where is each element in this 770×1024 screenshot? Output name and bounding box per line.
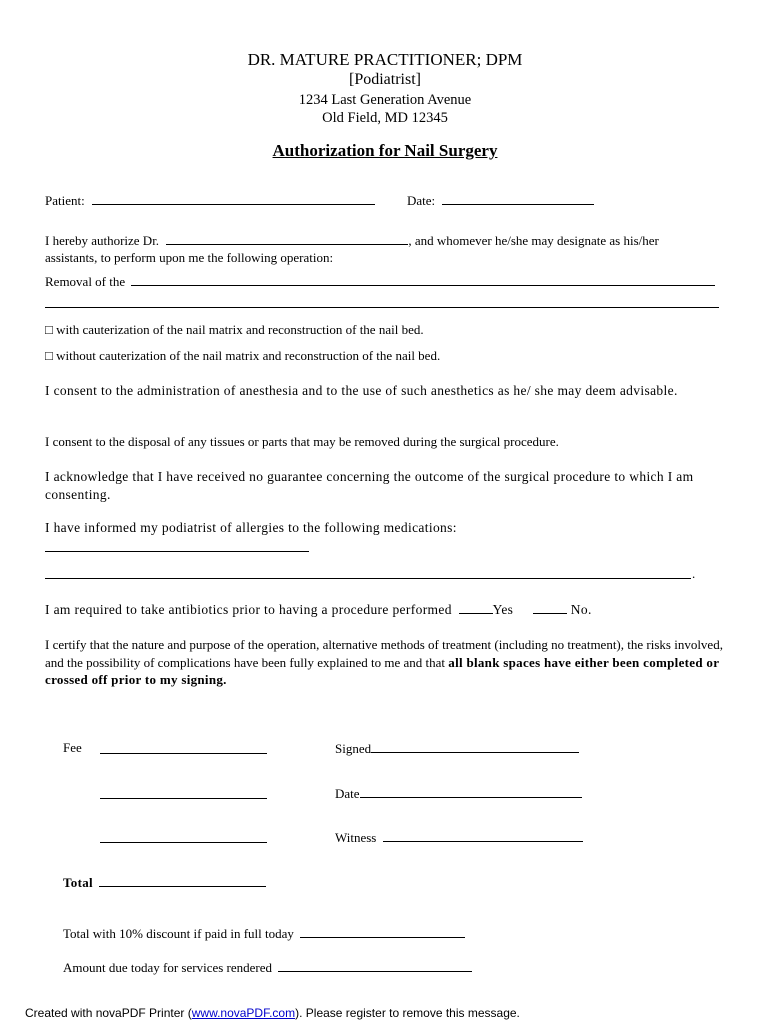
- fee-label: Fee: [63, 740, 82, 755]
- option-with-cauterization[interactable]: [45, 322, 424, 338]
- disposal-consent: I consent to the disposal of any tissues or parts that may be removed during the surgical procedure.: [45, 434, 559, 449]
- doctor-name-line[interactable]: [166, 232, 408, 245]
- certify-plain: I certify that the nature and purpose of the operation, alternative methods of treatment (including no treatment), the risks involved, and the possibility of complications have been fully explained to me and that: [45, 637, 723, 670]
- antibiotics-yes-label: Yes: [492, 602, 514, 617]
- antibiotics-no-label: No.: [570, 602, 592, 617]
- specialty: [Podiatrist]: [349, 71, 421, 88]
- authorize-prefix: I hereby authorize Dr.: [45, 233, 160, 248]
- removal-continuation-line[interactable]: [45, 307, 719, 308]
- certify-statement: [45, 636, 725, 689]
- signed-label: Signed: [335, 741, 372, 756]
- witness-line[interactable]: [383, 829, 583, 842]
- removal-label: Removal of the: [45, 274, 126, 289]
- address-line-2: Old Field, MD 12345: [322, 110, 448, 126]
- fee-line-3[interactable]: [100, 842, 267, 843]
- checkbox-icon[interactable]: □: [45, 348, 53, 363]
- sign-date-label: Date: [335, 786, 360, 801]
- antibiotics-row: [45, 601, 592, 618]
- allergies-statement: I have informed my podiatrist of allergies to the following medications:: [45, 520, 457, 535]
- discount-line[interactable]: [300, 925, 465, 938]
- date-sign-row: [335, 785, 582, 802]
- option-with-label: with cauterization of the nail matrix and reconstruction of the nail bed.: [56, 322, 424, 337]
- address-line-1: 1234 Last Generation Avenue: [298, 92, 472, 108]
- allergies-line-2[interactable]: [45, 578, 691, 579]
- antibiotics-prefix: I am required to take antibiotics prior to having a procedure performed: [45, 602, 452, 617]
- novapdf-footer: [25, 1006, 520, 1020]
- fee-line-2[interactable]: [100, 798, 267, 799]
- footer-suffix: ). Please register to remove this message.: [295, 1006, 520, 1020]
- allergies-period: .: [692, 566, 696, 581]
- amount-due-label: Amount due today for services rendered: [63, 960, 273, 975]
- amount-due-row: [63, 959, 472, 976]
- signed-row: [335, 740, 579, 757]
- date-field-row: [407, 192, 594, 209]
- patient-field-row: [45, 192, 375, 209]
- removal-row: [45, 273, 715, 290]
- patient-label: Patient:: [45, 193, 85, 208]
- discount-row: [63, 925, 465, 942]
- total-label: Total: [63, 875, 93, 890]
- practitioner-name: DR. MATURE PRACTITIONER; DPM: [247, 50, 523, 69]
- authorize-suffix: , and whomever he/she may designate as his/her: [408, 233, 659, 248]
- authorize-row: [45, 232, 659, 249]
- option-without-cauterization[interactable]: [45, 348, 440, 364]
- witness-label: Witness: [335, 830, 377, 845]
- footer-prefix: Created with novaPDF Printer (: [25, 1006, 192, 1020]
- removal-input-line[interactable]: [131, 273, 715, 286]
- discount-label: Total with 10% discount if paid in full today: [63, 926, 294, 941]
- novapdf-link[interactable]: www.novaPDF.com: [191, 1006, 296, 1020]
- fee-line[interactable]: [100, 753, 267, 754]
- antibiotics-yes-line[interactable]: [459, 601, 493, 614]
- checkbox-icon[interactable]: □: [45, 322, 53, 337]
- signed-line[interactable]: [371, 740, 579, 753]
- date-label: Date:: [407, 193, 436, 208]
- guarantee-acknowledgment: I acknowledge that I have received no guarantee concerning the outcome of the surgical procedure to which I am consenting.: [45, 469, 694, 502]
- sign-date-line[interactable]: [360, 785, 582, 798]
- amount-due-line[interactable]: [278, 959, 472, 972]
- total-row: [63, 874, 266, 891]
- anesthesia-consent: I consent to the administration of anesthesia and to the use of such anesthetics as he/ she may deem advisable.: [45, 383, 678, 398]
- total-line[interactable]: [99, 874, 266, 887]
- certify-bold: all blank spaces have either been completed or crossed off prior to my signing.: [45, 654, 720, 687]
- allergies-line-1[interactable]: [45, 551, 309, 552]
- date-input-line[interactable]: [442, 192, 594, 205]
- option-without-label: without cauterization of the nail matrix and reconstruction of the nail bed.: [56, 348, 441, 363]
- patient-input-line[interactable]: [92, 192, 375, 205]
- antibiotics-no-line[interactable]: [533, 601, 567, 614]
- witness-row: [335, 829, 583, 846]
- form-title: Authorization for Nail Surgery: [272, 141, 498, 160]
- authorize-line-2: assistants, to perform upon me the following operation:: [45, 250, 334, 265]
